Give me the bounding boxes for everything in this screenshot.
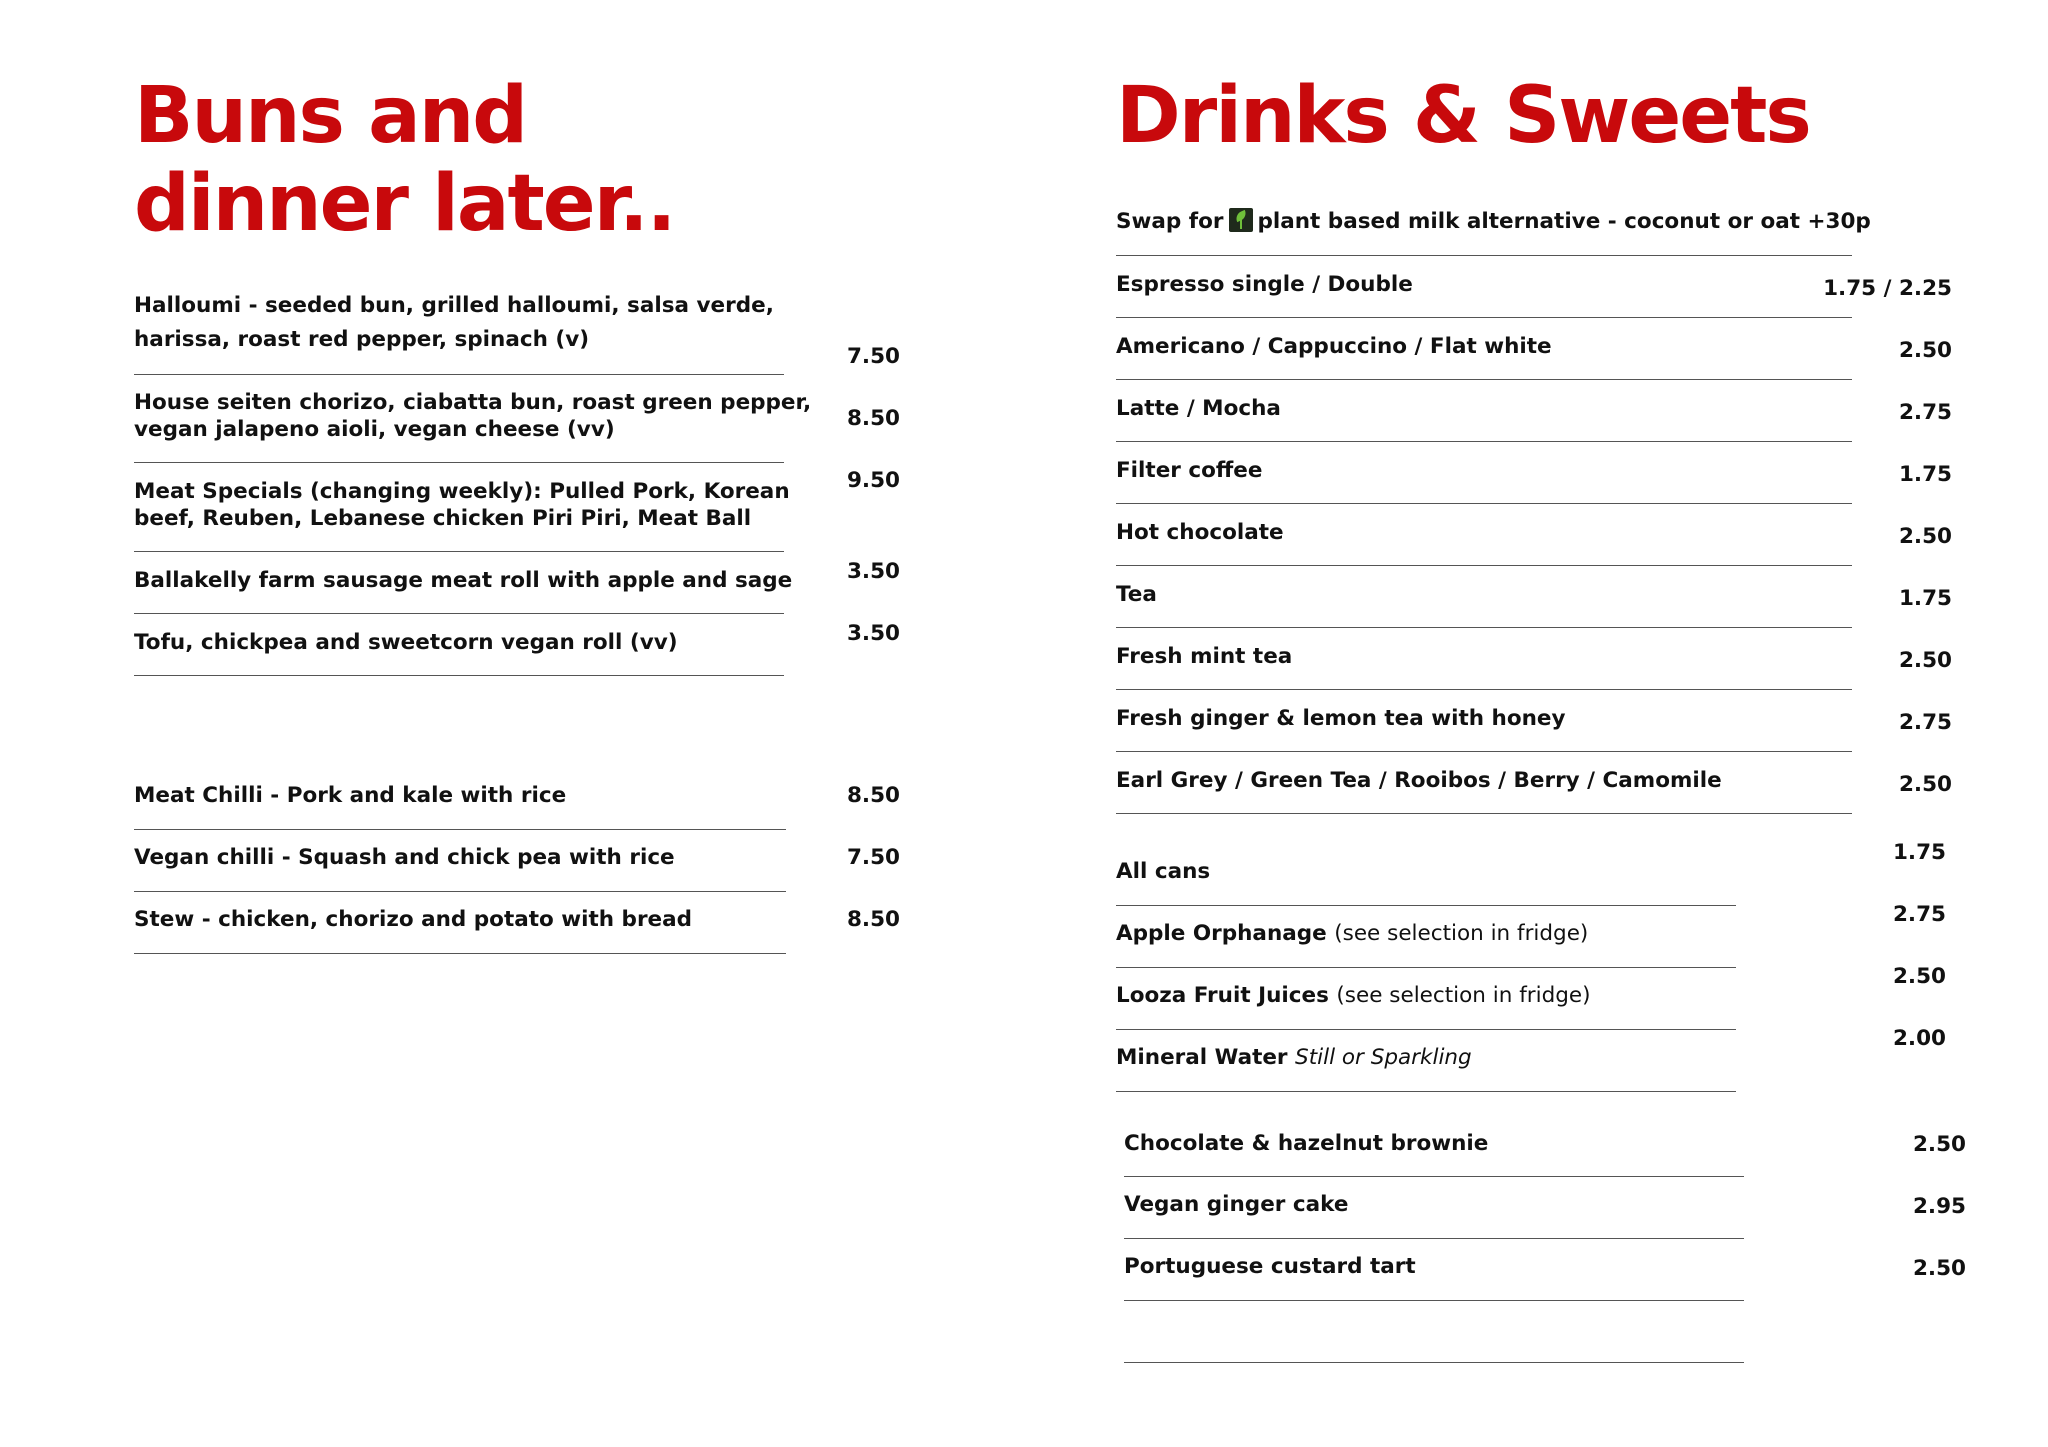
drink-row-tea — [1116, 566, 1852, 628]
item-price: 2.00 — [1892, 1026, 1946, 1051]
item-note: (see selection in fridge) — [1336, 983, 1591, 1008]
drink-row-mint-tea — [1116, 628, 1852, 690]
item-price: 7.50 — [846, 845, 900, 870]
item-label: Portuguese custard tart — [1124, 1254, 1416, 1279]
item-label: Tea — [1116, 582, 1157, 607]
sweet-row-ginger-cake — [1124, 1177, 1744, 1239]
menu-item-stew — [134, 892, 786, 954]
drink-row-all-cans — [1116, 848, 1736, 906]
note-suffix: plant based milk alternative - coconut or oat +30p — [1257, 209, 1871, 234]
item-price: 2.95 — [1912, 1194, 1966, 1219]
item-note: (see selection in fridge) — [1334, 921, 1589, 946]
drinks-section-title: Drinks & Sweets — [1116, 71, 1810, 161]
sweet-row-custard-tart — [1124, 1239, 1744, 1301]
item-price: 2.75 — [1898, 400, 1952, 425]
item-label: Meat Chilli - Pork and kale with rice — [134, 783, 567, 808]
item-price: 1.75 — [1898, 462, 1952, 487]
menu-item-seiten-chorizo — [134, 375, 812, 463]
drink-row-hot-chocolate — [1116, 504, 1852, 566]
note-prefix: Swap for — [1116, 209, 1224, 234]
item-label: Vegan chilli - Squash and chick pea with rice — [134, 845, 675, 870]
menu-item-meat-specials — [134, 463, 790, 552]
item-price: 2.75 — [1898, 710, 1952, 735]
item-label: Fresh mint tea — [1116, 644, 1293, 669]
item-label: Apple Orphanage — [1116, 921, 1327, 946]
buns-section-title — [134, 72, 834, 248]
item-label: Fresh ginger & lemon tea with honey — [1116, 706, 1566, 731]
item-price: 2.50 — [1898, 772, 1952, 797]
item-note: Still or Sparkling — [1295, 1045, 1472, 1070]
item-price: 2.75 — [1892, 902, 1946, 927]
item-label: All cans — [1116, 859, 1211, 884]
item-price: 1.75 / 2.25 — [1823, 276, 1952, 301]
item-price: 2.50 — [1912, 1132, 1966, 1157]
buns-title-line2: dinner later.. — [134, 159, 675, 249]
item-label: Vegan ginger cake — [1124, 1192, 1349, 1217]
item-price: 2.50 — [1898, 524, 1952, 549]
item-label: Espresso single / Double — [1116, 272, 1413, 297]
item-label: Looza Fruit Juices — [1116, 983, 1329, 1008]
item-price: 7.50 — [846, 344, 900, 369]
item-price: 8.50 — [846, 907, 900, 932]
item-price: 2.50 — [1898, 648, 1952, 673]
item-price: 8.50 — [846, 783, 900, 808]
item-label: Ballakelly farm sausage meat roll with apple and sage — [134, 568, 793, 593]
item-label: Americano / Cappuccino / Flat white — [1116, 334, 1552, 359]
item-label: Tofu, chickpea and sweetcorn vegan roll (vv) — [134, 630, 678, 655]
drink-row-herbal-teas — [1116, 752, 1852, 814]
buns-title-line1: Buns and — [134, 71, 527, 161]
drink-row-apple-orphanage — [1116, 906, 1736, 968]
item-label: House seiten chorizo, ciabatta bun, roast green pepper, — [134, 390, 812, 415]
drink-row-filter-coffee — [1116, 442, 1852, 504]
item-price: 2.50 — [1898, 338, 1952, 363]
item-label: Filter coffee — [1116, 458, 1263, 483]
item-label: Earl Grey / Green Tea / Rooibos / Berry / Camomile — [1116, 768, 1722, 793]
menu-item-vegan-roll — [134, 614, 784, 676]
item-price: 8.50 — [846, 406, 900, 431]
item-price: 2.50 — [1912, 1256, 1966, 1281]
drink-row-espresso — [1116, 256, 1852, 318]
item-price: 3.50 — [846, 559, 900, 584]
drink-row-mineral-water — [1116, 1030, 1736, 1092]
drink-row-americano — [1116, 318, 1852, 380]
item-label: Chocolate & hazelnut brownie — [1124, 1131, 1489, 1156]
item-label: Latte / Mocha — [1116, 396, 1281, 421]
drink-row-looza — [1116, 968, 1736, 1030]
item-price: 2.50 — [1892, 964, 1946, 989]
item-label-line2: beef, Reuben, Lebanese chicken Piri Piri, Meat Ball — [134, 506, 752, 531]
item-price: 9.50 — [846, 468, 900, 493]
drink-row-latte — [1116, 380, 1852, 442]
item-price: 3.50 — [846, 621, 900, 646]
sweet-row-brownie — [1124, 1120, 1744, 1177]
menu-item-halloumi — [134, 288, 784, 375]
menu-item-sausage-roll — [134, 552, 793, 614]
drink-row-ginger-tea — [1116, 690, 1852, 752]
item-label: Hot chocolate — [1116, 520, 1284, 545]
plant-milk-note — [1116, 208, 1871, 256]
item-label: Mineral Water — [1116, 1045, 1288, 1070]
item-label-line2: harissa, roast red pepper, spinach (v) — [134, 327, 590, 352]
item-price: 1.75 — [1898, 586, 1952, 611]
item-label: Stew - chicken, chorizo and potato with bread — [134, 907, 693, 932]
item-price: 1.75 — [1892, 840, 1946, 865]
menu-item-vegan-chilli — [134, 830, 786, 892]
menu-item-meat-chilli — [134, 768, 786, 830]
plant-leaf-icon — [1229, 208, 1253, 232]
item-label: Halloumi - seeded bun, grilled halloumi, salsa verde, — [134, 293, 774, 318]
item-label-line2: vegan jalapeno aioli, vegan cheese (vv) — [134, 417, 615, 442]
item-label: Meat Specials (changing weekly): Pulled Pork, Korean — [134, 479, 790, 504]
sweet-row-empty — [1124, 1301, 1744, 1363]
